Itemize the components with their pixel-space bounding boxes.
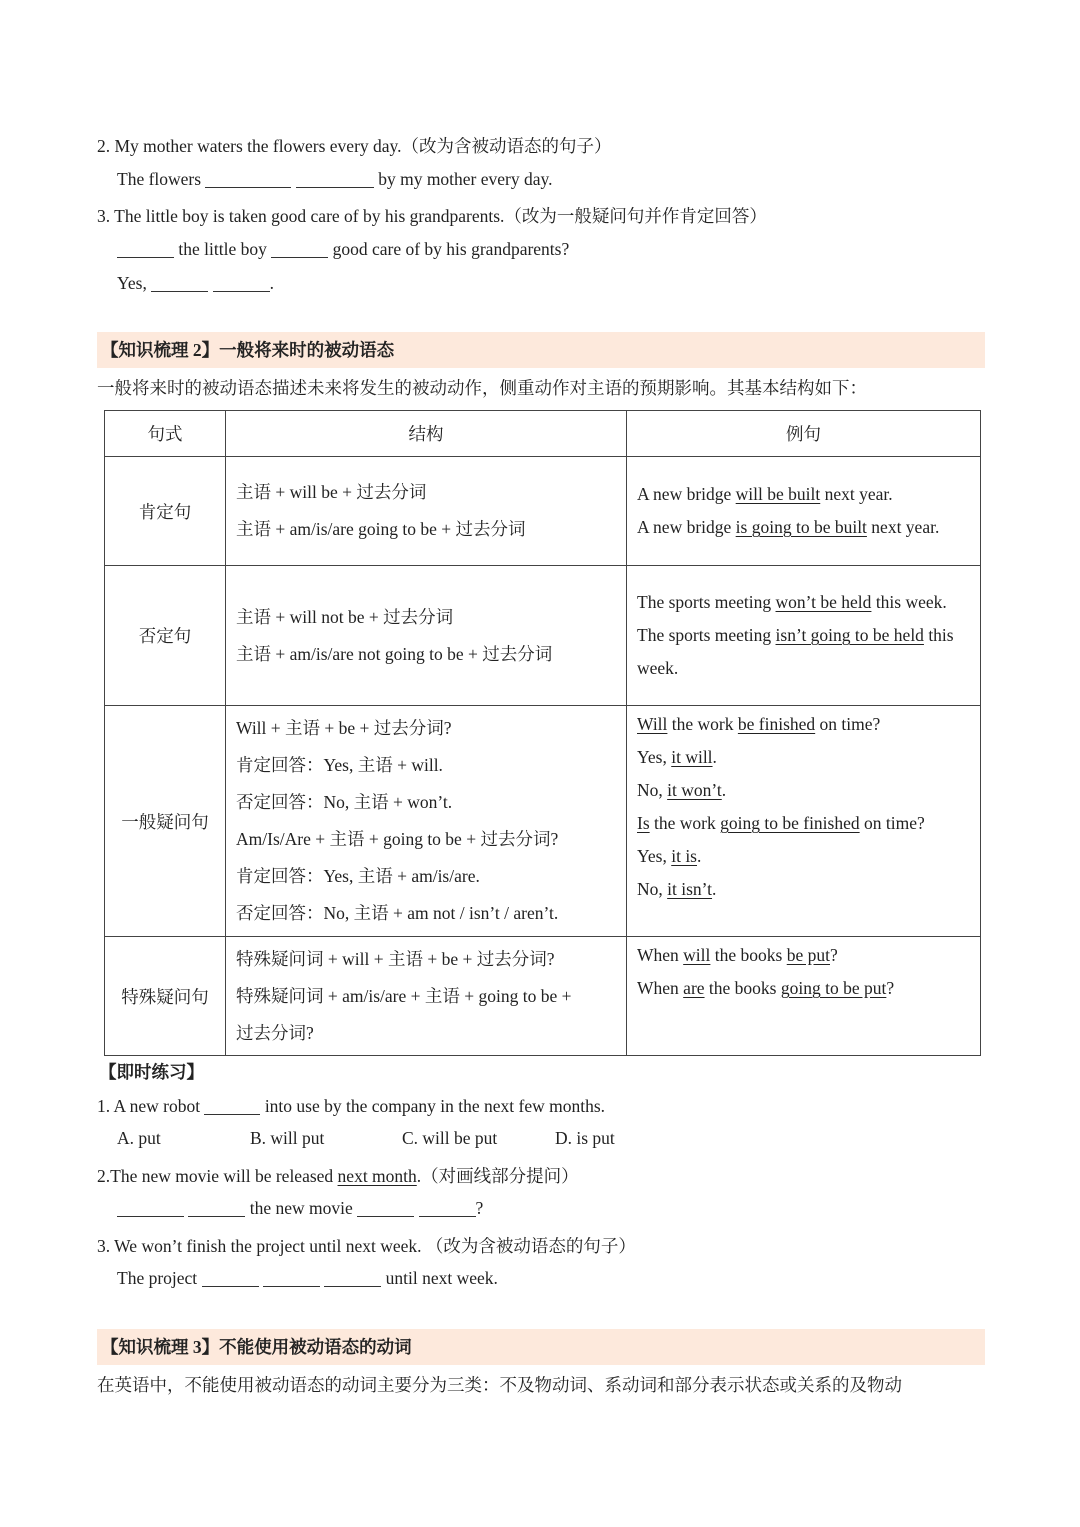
answer-blank[interactable] [117,1199,184,1218]
option-c[interactable]: C. will be put [402,1128,498,1148]
table-row [105,706,981,937]
header-example: 例句 [627,411,981,457]
row-type: 否定句 [105,566,226,706]
practice-q3: 3. We won’t finish the project until next week. （改为含被动语态的句子） [97,1236,636,1256]
answer-blank[interactable] [151,274,208,293]
practice-q2: 2.The new movie will be released next month.（对画线部分提问） [97,1166,579,1186]
practice-q2-answer: the new movie ? [117,1198,483,1219]
row-type: 肯定句 [105,457,226,566]
row-structure: 特殊疑问词 + will + 主语 + be + 过去分词? 特殊疑问词 + am/is/are + 主语 + going to be + 过去分词? [226,937,627,1056]
section-heading-2: 【知识梳理 2】一般将来时的被动语态 [97,332,985,368]
header-structure: 结构 [226,411,627,457]
row-type: 特殊疑问句 [105,937,226,1056]
option-d[interactable]: D. is put [555,1128,615,1148]
practice-title: 【即时练习】 [99,1062,204,1082]
section-3-intro: 在英语中，不能使用被动语态的动词主要分为三类：不及物动词、系动词和部分表示状态或关系的及物动 [97,1375,902,1395]
grammar-table [104,410,981,1056]
answer-blank[interactable] [357,1199,414,1218]
table-header-row [105,411,981,457]
answer-blank[interactable] [263,1269,320,1288]
answer-blank[interactable] [271,240,328,259]
answer-blank[interactable] [213,274,270,293]
option-b[interactable]: B. will put [250,1128,325,1148]
answer-blank[interactable] [419,1199,476,1218]
row-examples: The sports meeting won’t be held this week. The sports meeting isn’t going to be held this week. [627,566,981,706]
exercise-q3-answer: the little boy good care of by his grandparents? [117,239,569,260]
header-sentence-type: 句式 [105,411,226,457]
row-examples: A new bridge will be built next year. A new bridge is going to be built next year. [627,457,981,566]
answer-blank[interactable] [204,1097,260,1116]
answer-blank[interactable] [324,1269,381,1288]
exercise-q3: 3. The little boy is taken good care of by his grandparents.（改为一般疑问句并作肯定回答） [97,206,767,226]
row-structure: Will + 主语 + be + 过去分词? 肯定回答：Yes, 主语 + will. 否定回答：No, 主语 + won’t. Am/Is/Are + 主语 + going to be + 过去分词? 肯定回答：Yes, 主语 + am/is/are. 否定回答：No, 主语 + am not / isn’t / aren’t. [226,706,627,937]
exercise-q2: 2. My mother waters the flowers every day.（改为含被动语态的句子） [97,136,612,156]
option-a[interactable]: A. put [117,1128,161,1148]
exercise-q2-answer: The flowers by my mother every day. [117,169,553,189]
row-structure: 主语 + will be + 过去分词 主语 + am/is/are going to be + 过去分词 [226,457,627,566]
row-structure: 主语 + will not be + 过去分词 主语 + am/is/are not going to be + 过去分词 [226,566,627,706]
table-row [105,457,981,566]
answer-blank[interactable] [188,1199,245,1218]
exercise-q3-yes: Yes, . [117,273,274,293]
row-examples: When will the books be put? When are the books going to be put? [627,937,981,1056]
practice-q3-answer: The project until next week. [117,1268,498,1288]
row-type: 一般疑问句 [105,706,226,937]
answer-blank[interactable] [205,170,291,189]
practice-q1: 1. A new robot into use by the company in the next few months. [97,1096,606,1116]
section-heading-3: 【知识梳理 3】不能使用被动语态的动词 [97,1329,985,1365]
table-row [105,937,981,1056]
table-row [105,566,981,706]
row-examples: Will the work be finished on time? Yes, it will. No, it won’t. Is the work going to be finished on time? Yes, it is. No, it isn’t. [627,706,981,937]
answer-blank[interactable] [296,170,374,189]
section-2-intro: 一般将来时的被动语态描述未来将发生的被动动作，侧重动作对主语的预期影响。其基本结构如下： [97,378,867,398]
answer-blank[interactable] [117,240,174,259]
answer-blank[interactable] [202,1269,259,1288]
